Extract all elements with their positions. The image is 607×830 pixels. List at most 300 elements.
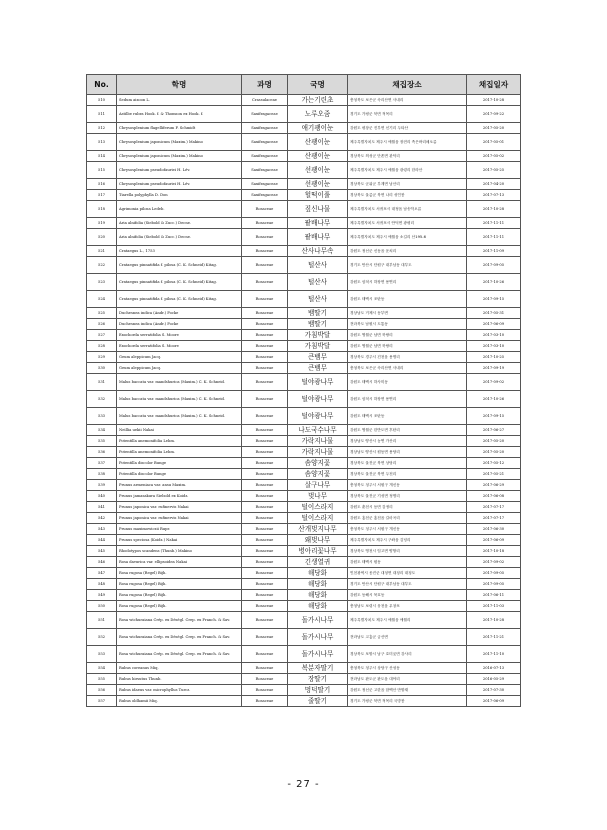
table-row <box>87 257 521 274</box>
table-row <box>87 274 521 291</box>
korean-name: 헐떡이풀 <box>288 190 348 201</box>
row-number: 538 <box>87 469 117 480</box>
scientific-name: Rubus idaeus var. microphyllus Turcz. <box>117 685 242 696</box>
table-row <box>87 524 521 535</box>
collection-date: 2017-09-05 <box>467 579 521 590</box>
collection-date: 2017-10-25 <box>467 352 521 363</box>
table-row <box>87 425 521 436</box>
scientific-name: Crataegus pinnatifida f. pilosa (C. K. Schneid) Kitag. <box>117 257 242 274</box>
collection-date: 2017-09-02 <box>467 557 521 568</box>
header-collection-date: 채집일자 <box>467 75 521 95</box>
table-row <box>87 568 521 579</box>
row-number: 529 <box>87 352 117 363</box>
family-name: Rosaceae <box>242 218 288 229</box>
table-row <box>87 696 521 707</box>
row-number: 552 <box>87 629 117 646</box>
collection-site: 강원도 영월군 한반도면 후탄리 <box>348 425 467 436</box>
collection-site: 제주특별자치도 제주시 애월읍 광령리 한라산 <box>348 162 467 179</box>
table-row <box>87 663 521 674</box>
row-number: 519 <box>87 218 117 229</box>
family-name: Saxifragaceae <box>242 151 288 162</box>
row-number: 511 <box>87 106 117 123</box>
scientific-name: Prunus jamasakura Siebold ex Koidz. <box>117 491 242 502</box>
korean-name: 장딸기 <box>288 674 348 685</box>
korean-name: 털야광나무 <box>288 391 348 408</box>
collection-site: 경기도 안산시 단원구 대부남동 대부도 <box>348 257 467 274</box>
table-row <box>87 674 521 685</box>
table-row <box>87 491 521 502</box>
row-number: 516 <box>87 179 117 190</box>
row-number: 551 <box>87 612 117 629</box>
korean-name: 가침박달 <box>288 330 348 341</box>
table-row <box>87 557 521 568</box>
korean-name: 털산사 <box>288 274 348 291</box>
table-row <box>87 408 521 425</box>
family-name: Rosaceae <box>242 696 288 707</box>
scientific-name: Aria alnifolia (Siebold & Zucc.) Decne. <box>117 229 242 246</box>
row-number: 533 <box>87 408 117 425</box>
scientific-name: Malus baccata var. mandshurica (Maxim.) C. K. Schneid. <box>117 408 242 425</box>
table-header <box>87 75 521 95</box>
row-number: 556 <box>87 685 117 696</box>
korean-name: 가락지나물 <box>288 436 348 447</box>
collection-date: 2017-05-20 <box>467 447 521 458</box>
table-row <box>87 330 521 341</box>
scientific-name: Astilbe rubra Hook. f. & Thomson ex Hook. f. <box>117 106 242 123</box>
table-row <box>87 458 521 469</box>
family-name: Rosaceae <box>242 391 288 408</box>
table-row <box>87 190 521 201</box>
collection-date: 2017-03-10 <box>467 330 521 341</box>
collection-site: 충청북도 청주시 서원구 개신동 <box>348 524 467 535</box>
table-row <box>87 319 521 330</box>
korean-name: 왜벚나무 <box>288 535 348 546</box>
collection-site: 전라북도 남원시 도통동 <box>348 319 467 330</box>
scientific-name: Potentilla anemonifolia Lehm. <box>117 447 242 458</box>
row-number: 545 <box>87 546 117 557</box>
row-number: 542 <box>87 513 117 524</box>
family-name: Saxifragaceae <box>242 134 288 151</box>
collection-date: 2017-09-15 <box>467 408 521 425</box>
collection-date: 2017-06-27 <box>467 425 521 436</box>
family-name: Rosaceae <box>242 674 288 685</box>
collection-site: 경상남도 양산시 원동면 용당리 <box>348 447 467 458</box>
korean-name: 줄딸기 <box>288 696 348 707</box>
collection-site: 경상북도 울진군 북면 두천리 <box>348 469 467 480</box>
row-number: 557 <box>87 696 117 707</box>
header-korean-name: 국명 <box>288 75 348 95</box>
scientific-name: Potentilla discolor Bunge <box>117 458 242 469</box>
row-number: 535 <box>87 436 117 447</box>
collection-site: 경상북도 포항시 남구 호미곶면 강사리 <box>348 646 467 663</box>
row-number: 550 <box>87 601 117 612</box>
korean-name: 복분자딸기 <box>288 663 348 674</box>
row-number: 522 <box>87 257 117 274</box>
family-name: Rosaceae <box>242 568 288 579</box>
family-name: Saxifragaceae <box>242 190 288 201</box>
korean-name: 나도국수나무 <box>288 425 348 436</box>
scientific-name: Rosa wichuraiana Crép. ex Déségl. Crep. ex Franch. & Sav. <box>117 646 242 663</box>
header-no: No. <box>87 75 117 95</box>
collection-date: 2017-10-28 <box>467 95 521 106</box>
row-number: 539 <box>87 480 117 491</box>
scientific-name: Exochorda serratifolia S. Moore <box>117 341 242 352</box>
row-number: 554 <box>87 663 117 674</box>
scientific-name: Geum aleppicum Jacq. <box>117 363 242 374</box>
family-name: Rosaceae <box>242 246 288 257</box>
collection-site: 경상남도 양산시 농연 가산리 <box>348 436 467 447</box>
collection-date: 2017-09-05 <box>467 257 521 274</box>
row-number: 515 <box>87 162 117 179</box>
header-scientific-name: 학명 <box>117 75 242 95</box>
korean-name: 가침박달 <box>288 341 348 352</box>
scientific-name: Prunus japonica var. rufinervis Nakai <box>117 513 242 524</box>
collection-date: 2017-11-11 <box>467 218 521 229</box>
scientific-name: Prunus maximowiczii Rupr. <box>117 524 242 535</box>
scientific-name: Rosa rugosa (Regel) Bijh. <box>117 590 242 601</box>
korean-name: 해당화 <box>288 568 348 579</box>
row-number: 548 <box>87 579 117 590</box>
korean-name: 솜양지꽃 <box>288 458 348 469</box>
table-row <box>87 685 521 696</box>
table-row <box>87 612 521 629</box>
family-name: Rosaceae <box>242 590 288 601</box>
row-number: 534 <box>87 425 117 436</box>
scientific-name: Agrimonia pilosa Ledeb. <box>117 201 242 218</box>
collection-site: 제주특별자치도 제주시 애월읍 애월리 <box>348 612 467 629</box>
scientific-name: Aria alnifolia (Siebold & Zucc.) Decne. <box>117 218 242 229</box>
table-body <box>87 95 521 707</box>
family-name: Rosaceae <box>242 308 288 319</box>
family-name: Rosaceae <box>242 524 288 535</box>
table-row <box>87 246 521 257</box>
collection-date: 2017-06-11 <box>467 590 521 601</box>
collection-date: 2017-11-21 <box>467 629 521 646</box>
row-number: 537 <box>87 458 117 469</box>
collection-site: 경상북도 울릉군 북면 나리 성인봉 <box>348 190 467 201</box>
row-number: 524 <box>87 291 117 308</box>
row-number: 532 <box>87 391 117 408</box>
table-row <box>87 502 521 513</box>
scientific-name: Geum aleppicum Jacq. <box>117 352 242 363</box>
family-name: Rosaceae <box>242 480 288 491</box>
table-row <box>87 391 521 408</box>
row-number: 513 <box>87 134 117 151</box>
table-row <box>87 646 521 663</box>
korean-name: 털산사 <box>288 291 348 308</box>
table-row <box>87 162 521 179</box>
collection-date: 2017-09-22 <box>467 106 521 123</box>
table-row <box>87 179 521 190</box>
family-name: Rosaceae <box>242 458 288 469</box>
collection-date: 2017-05-01 <box>467 134 521 151</box>
table-row <box>87 229 521 246</box>
collection-site: 경상북도 울진군 북면 상당리 <box>348 458 467 469</box>
korean-name: 애기괭이눈 <box>288 123 348 134</box>
collection-site: 제주특별자치도 제주시 애월읍 소길리 산195-6 <box>348 229 467 246</box>
table-row <box>87 291 521 308</box>
collection-site: 제주특별자치도 서귀포시 안덕면 광평리 <box>348 218 467 229</box>
scientific-name: Chrysosplenium flagelliferum F. Schmidt <box>117 123 242 134</box>
scientific-name: Duchesnea indica (Andr.) Focke <box>117 319 242 330</box>
collection-date: 2017-10-28 <box>467 612 521 629</box>
scientific-name: Crataegus pinnatifida f. pilosa (C. K. Schneid) Kitag. <box>117 274 242 291</box>
scientific-name: Neillia uekii Nakai <box>117 425 242 436</box>
korean-name: 가락지나물 <box>288 447 348 458</box>
korean-name: 털야광나무 <box>288 374 348 391</box>
collection-date: 2017-11-11 <box>467 229 521 246</box>
collection-date: 2017-07-17 <box>467 513 521 524</box>
table-row <box>87 629 521 646</box>
collection-date: 2017-05-20 <box>467 436 521 447</box>
korean-name: 산괭이눈 <box>288 134 348 151</box>
scientific-name: Duchesnea indica (Andr.) Focke <box>117 308 242 319</box>
korean-name: 돌가시나무 <box>288 629 348 646</box>
row-number: 553 <box>87 646 117 663</box>
collection-site: 강원도 동해시 묵호동 <box>348 590 467 601</box>
family-name: Rosaceae <box>242 447 288 458</box>
row-number: 531 <box>87 374 117 391</box>
collection-date: 2017-05-25 <box>467 162 521 179</box>
table-row <box>87 134 521 151</box>
family-name: Rosaceae <box>242 319 288 330</box>
korean-name: 해당화 <box>288 579 348 590</box>
collection-date: 2017-06-09 <box>467 535 521 546</box>
korean-name: 뱀딸기 <box>288 319 348 330</box>
family-name: Rosaceae <box>242 612 288 629</box>
row-number: 528 <box>87 341 117 352</box>
scientific-name: Rosa wichuraiana Crép. ex Déségl. Crep. ex Franch. & Sav. <box>117 629 242 646</box>
row-number: 523 <box>87 274 117 291</box>
specimen-table <box>86 74 521 707</box>
collection-date: 2017-09-15 <box>467 291 521 308</box>
family-name: Rosaceae <box>242 685 288 696</box>
table-row <box>87 352 521 363</box>
korean-name: 돌가시나무 <box>288 612 348 629</box>
korean-name: 털이스라지 <box>288 502 348 513</box>
row-number: 547 <box>87 568 117 579</box>
collection-date: 2017-06-09 <box>467 319 521 330</box>
family-name: Rosaceae <box>242 291 288 308</box>
scientific-name: Rosa rugosa (Regel) Bijh. <box>117 579 242 590</box>
scientific-name: Potentilla discolor Bunge <box>117 469 242 480</box>
collection-date: 2017-09-19 <box>467 363 521 374</box>
family-name: Rosaceae <box>242 374 288 391</box>
row-number: 543 <box>87 524 117 535</box>
collection-site: 제주특별자치도 서귀포시 대정읍 남송악오름 <box>348 201 467 218</box>
collection-date: 2016-07-13 <box>467 663 521 674</box>
row-number: 526 <box>87 319 117 330</box>
korean-name: 돌가시나무 <box>288 646 348 663</box>
family-name: Rosaceae <box>242 629 288 646</box>
family-name: Crassulaceae <box>242 95 288 106</box>
collection-date: 2017-04-20 <box>467 179 521 190</box>
collection-date: 2017-07-13 <box>467 190 521 201</box>
korean-name: 살구나무 <box>288 480 348 491</box>
korean-name: 짚신나물 <box>288 201 348 218</box>
scientific-name: Prunus japonica var. rufinervis Nakai <box>117 502 242 513</box>
collection-site: 경상북도 울진군 기성면 정명리 <box>348 491 467 502</box>
korean-name: 선괭이눈 <box>288 162 348 179</box>
row-number: 555 <box>87 674 117 685</box>
collection-date: 2017-06-30 <box>467 524 521 535</box>
korean-name: 멍덕딸기 <box>288 685 348 696</box>
row-number: 517 <box>87 190 117 201</box>
korean-name: 산사나무속 <box>288 246 348 257</box>
collection-date: 2017-05-31 <box>467 308 521 319</box>
collection-date: 2017-06-29 <box>467 480 521 491</box>
family-name: Saxifragaceae <box>242 106 288 123</box>
family-name: Rosaceae <box>242 436 288 447</box>
family-name: Rosaceae <box>242 513 288 524</box>
collection-site: 경기도 가평군 북면 적목리 국망봉 <box>348 696 467 707</box>
collection-site: 전라남도 완도군 완도읍 대야리 <box>348 674 467 685</box>
scientific-name: Exochorda serratifolia S. Moore <box>117 330 242 341</box>
korean-name: 팥배나무 <box>288 218 348 229</box>
collection-date: 2017-06-08 <box>467 491 521 502</box>
collection-date: 2017-07-30 <box>467 685 521 696</box>
collection-site: 경상북도 영천시 임고면 양항리 <box>348 546 467 557</box>
row-number: 514 <box>87 151 117 162</box>
table-row <box>87 590 521 601</box>
korean-name: 벚나무 <box>288 491 348 502</box>
row-number: 536 <box>87 447 117 458</box>
collection-site: 강원도 태백시 조탄동 <box>348 291 467 308</box>
table-row <box>87 480 521 491</box>
row-number: 527 <box>87 330 117 341</box>
korean-name: 큰뱀무 <box>288 352 348 363</box>
korean-name: 산괭이눈 <box>288 151 348 162</box>
family-name: Rosaceae <box>242 363 288 374</box>
row-number: 530 <box>87 363 117 374</box>
collection-site: 경상북도 의성군 단촌면 관덕리 <box>348 151 467 162</box>
scientific-name: Chrysosplenium japonicum (Maxim.) Makino <box>117 134 242 151</box>
scientific-name: Rhodotypos scandens (Thunb.) Makino <box>117 546 242 557</box>
scientific-name: Rubus coreanus Miq. <box>117 663 242 674</box>
row-number: 521 <box>87 246 117 257</box>
family-name: Rosaceae <box>242 601 288 612</box>
collection-site: 충청북도 보은군 속리산면 사내리 <box>348 95 467 106</box>
collection-site: 강원도 평창군 진부면 신기리 두타산 <box>348 123 467 134</box>
scientific-name: Rosa rugosa (Regel) Bijh. <box>117 568 242 579</box>
scientific-name: Chrysosplenium japonicum (Maxim.) Makino <box>117 151 242 162</box>
korean-name: 뱀딸기 <box>288 308 348 319</box>
korean-name: 팥배나무 <box>288 229 348 246</box>
scientific-name: Potentilla anemonifolia Lehm. <box>117 436 242 447</box>
collection-site: 제주특별자치도 제주시 애월읍 장전리 족은바리메오름 <box>348 134 467 151</box>
collection-date: 2017-03-10 <box>467 341 521 352</box>
table-row <box>87 535 521 546</box>
table-row <box>87 601 521 612</box>
collection-site: 강원도 영월군 남면 북쌍리 <box>348 330 467 341</box>
korean-name: 해당화 <box>288 590 348 601</box>
collection-date: 2017-05-20 <box>467 123 521 134</box>
family-name: Rosaceae <box>242 469 288 480</box>
collection-site: 인천광역시 옹진군 대청면 대청리 대청도 <box>348 568 467 579</box>
collection-site: 충청북도 청주시 서원구 개신동 <box>348 480 467 491</box>
row-number: 540 <box>87 491 117 502</box>
collection-date: 2017-05-02 <box>467 151 521 162</box>
collection-site: 강원도 태백시 조탄동 <box>348 408 467 425</box>
korean-name: 털산사 <box>288 257 348 274</box>
row-number: 541 <box>87 502 117 513</box>
family-name: Rosaceae <box>242 341 288 352</box>
scientific-name: Crataegus pinnatifida f. pilosa (C. K. Schneid) Kitag. <box>117 291 242 308</box>
table-row <box>87 469 521 480</box>
row-number: 525 <box>87 308 117 319</box>
collection-site: 충청북도 청주시 상당구 산성동 <box>348 663 467 674</box>
table-row <box>87 579 521 590</box>
korean-name: 털이스라지 <box>288 513 348 524</box>
scientific-name: Prunus armeniaca var. ansu Maxim. <box>117 480 242 491</box>
korean-name: 노루오줌 <box>288 106 348 123</box>
collection-date: 2017-11-09 <box>467 246 521 257</box>
family-name: Rosaceae <box>242 546 288 557</box>
collection-site: 강원도 춘천시 동면 감정리 <box>348 502 467 513</box>
collection-date: 2017-05-21 <box>467 469 521 480</box>
collection-site: 경상남도 거제시 동부면 <box>348 308 467 319</box>
collection-site: 강원도 정선군 신동읍 운치리 <box>348 246 467 257</box>
row-number: 544 <box>87 535 117 546</box>
row-number: 518 <box>87 201 117 218</box>
collection-site: 충청남도 보령시 웅천읍 무창포 <box>348 601 467 612</box>
collection-date: 2017-05-12 <box>467 458 521 469</box>
collection-site: 충청북도 보은군 속리산면 사내리 <box>348 363 467 374</box>
collection-date: 2017-10-28 <box>467 201 521 218</box>
collection-site: 경기도 가평군 북면 적목리 <box>348 106 467 123</box>
row-number: 512 <box>87 123 117 134</box>
header-row <box>87 75 521 95</box>
scientific-name: Chrysosplenium pseudofauriei H. Lév. <box>117 179 242 190</box>
family-name: Rosaceae <box>242 408 288 425</box>
table-row <box>87 341 521 352</box>
scientific-name: Rubus hirsutus Thunb. <box>117 674 242 685</box>
header-family: 과명 <box>242 75 288 95</box>
table-row <box>87 123 521 134</box>
collection-site: 제주특별자치도 제주시 구좌읍 김녕리 <box>348 535 467 546</box>
scientific-name: Tiarella polyphylla D. Don <box>117 190 242 201</box>
scientific-name: Rubus oldhamii Miq. <box>117 696 242 707</box>
family-name: Saxifragaceae <box>242 123 288 134</box>
family-name: Rosaceae <box>242 646 288 663</box>
collection-date: 2017-09-05 <box>467 568 521 579</box>
table-row <box>87 546 521 557</box>
header-collection-site: 채집장소 <box>348 75 467 95</box>
table-row <box>87 513 521 524</box>
page-number: - 27 - <box>287 779 320 790</box>
korean-name: 큰뱀무 <box>288 363 348 374</box>
collection-date: 2017-07-17 <box>467 502 521 513</box>
scientific-name: Malus baccata var. mandshurica (Maxim.) C. K. Schneid. <box>117 374 242 391</box>
scientific-name: Crataegus L., 1753 <box>117 246 242 257</box>
family-name: Rosaceae <box>242 330 288 341</box>
family-name: Rosaceae <box>242 257 288 274</box>
family-name: Rosaceae <box>242 491 288 502</box>
collection-site: 강원도 태백시 하사미동 <box>348 374 467 391</box>
row-number: 546 <box>87 557 117 568</box>
table-row <box>87 447 521 458</box>
collection-date: 2017-11-03 <box>467 601 521 612</box>
collection-site: 강원도 홍천군 홍천읍 갈마곡리 <box>348 513 467 524</box>
korean-name: 솜양지꽃 <box>288 469 348 480</box>
scientific-name: Rosa rugosa (Regel) Bijh. <box>117 601 242 612</box>
scientific-name: Rosa davurica var. ellipsoidea Nakai <box>117 557 242 568</box>
family-name: Rosaceae <box>242 502 288 513</box>
scientific-name: Chrysosplenium pseudofauriei H. Lév. <box>117 162 242 179</box>
korean-name: 털야광나무 <box>288 408 348 425</box>
row-number: 520 <box>87 229 117 246</box>
collection-site: 강원도 삼척시 하장면 용연리 <box>348 274 467 291</box>
